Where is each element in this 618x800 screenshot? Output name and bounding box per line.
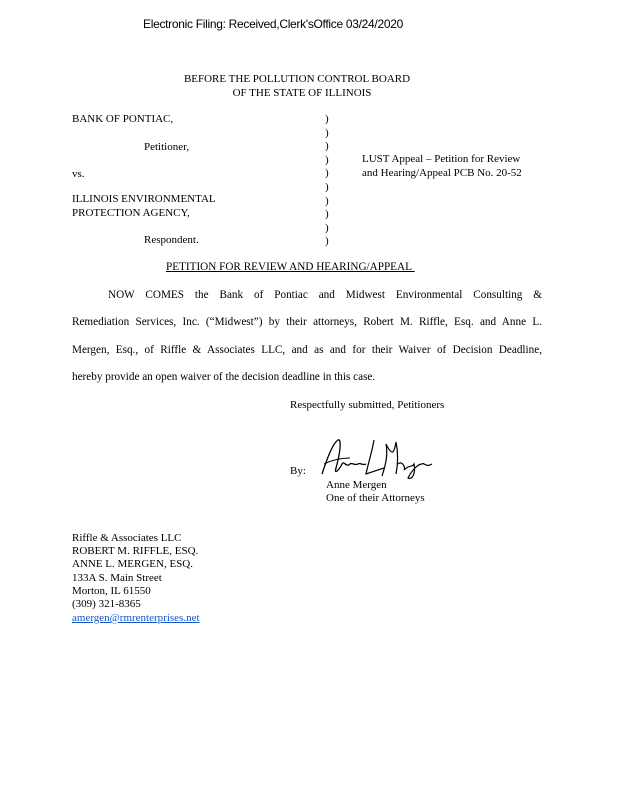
caption-paren: ) xyxy=(325,208,329,221)
document-title-text: PETITION FOR REVIEW AND HEARING/APPEAL xyxy=(166,261,412,273)
efiling-stamp: Electronic Filing: Received,Clerk'sOffice 03/24/2020 xyxy=(143,17,403,31)
board-heading-line1: BEFORE THE POLLUTION CONTROL BOARD xyxy=(183,73,411,85)
caption-paren: ) xyxy=(325,194,329,207)
paragraph-line: NOW COMES the Bank of Pontiac and Midwest Environmental Consulting & xyxy=(108,289,542,301)
caption-paren: ) xyxy=(325,167,329,180)
caption-paren: ) xyxy=(325,235,329,248)
case-description-line2: and Hearing/Appeal PCB No. 20-52 xyxy=(362,167,522,179)
petitioner-role: Petitioner, xyxy=(144,141,190,153)
paragraph-line: hereby provide an open waiver of the decision deadline in this case. xyxy=(72,371,376,383)
case-description-line1: LUST Appeal – Petition for Review xyxy=(362,153,521,165)
signer-title: One of their Attorneys xyxy=(326,492,425,504)
paragraph-line: Remediation Services, Inc. (“Midwest”) by their attorneys, Robert M. Riffle, Esq. and Anne L. xyxy=(72,316,542,328)
paragraph-line: Mergen, Esq., of Riffle & Associates LLC, and as and for their Waiver of Decision Deadline, xyxy=(72,344,542,356)
caption-paren: ) xyxy=(325,126,329,139)
signature-text: Anne L Mergen xyxy=(316,434,323,435)
closing-text: Respectfully submitted, Petitioners xyxy=(290,399,445,411)
caption-paren: ) xyxy=(325,140,329,153)
body-paragraph xyxy=(72,289,542,304)
firm-city: Morton, IL 61550 xyxy=(72,585,151,597)
signature-image xyxy=(316,434,438,482)
body-paragraph xyxy=(72,371,542,386)
versus-label: vs. xyxy=(72,168,85,180)
firm-attorney2: ANNE L. MERGEN, ESQ. xyxy=(72,558,193,570)
document-title xyxy=(166,261,426,273)
board-heading-line2: OF THE STATE OF ILLINOIS xyxy=(232,87,372,99)
firm-street: 133A S. Main Street xyxy=(72,572,162,584)
body-paragraph xyxy=(72,316,542,331)
firm-name: Riffle & Associates LLC xyxy=(72,532,182,544)
firm-attorney1: ROBERT M. RIFFLE, ESQ. xyxy=(72,545,199,557)
caption-paren: ) xyxy=(325,113,329,125)
caption-paren: ) xyxy=(325,180,329,193)
petitioner-name: BANK OF PONTIAC, xyxy=(72,113,174,125)
firm-email-link[interactable]: amergen@rmrenterprises.net xyxy=(72,612,200,624)
firm-phone: (309) 321-8365 xyxy=(72,598,141,610)
caption-paren-column xyxy=(325,113,333,249)
respondent-name-line1: ILLINOIS ENVIRONMENTAL xyxy=(72,193,216,205)
respondent-role: Respondent. xyxy=(144,234,199,246)
by-label: By: xyxy=(290,465,306,477)
respondent-name-line2: PROTECTION AGENCY, xyxy=(72,207,190,219)
body-paragraph xyxy=(72,344,542,359)
caption-paren: ) xyxy=(325,221,329,234)
signer-name: Anne Mergen xyxy=(326,479,387,491)
caption-paren: ) xyxy=(325,153,329,166)
